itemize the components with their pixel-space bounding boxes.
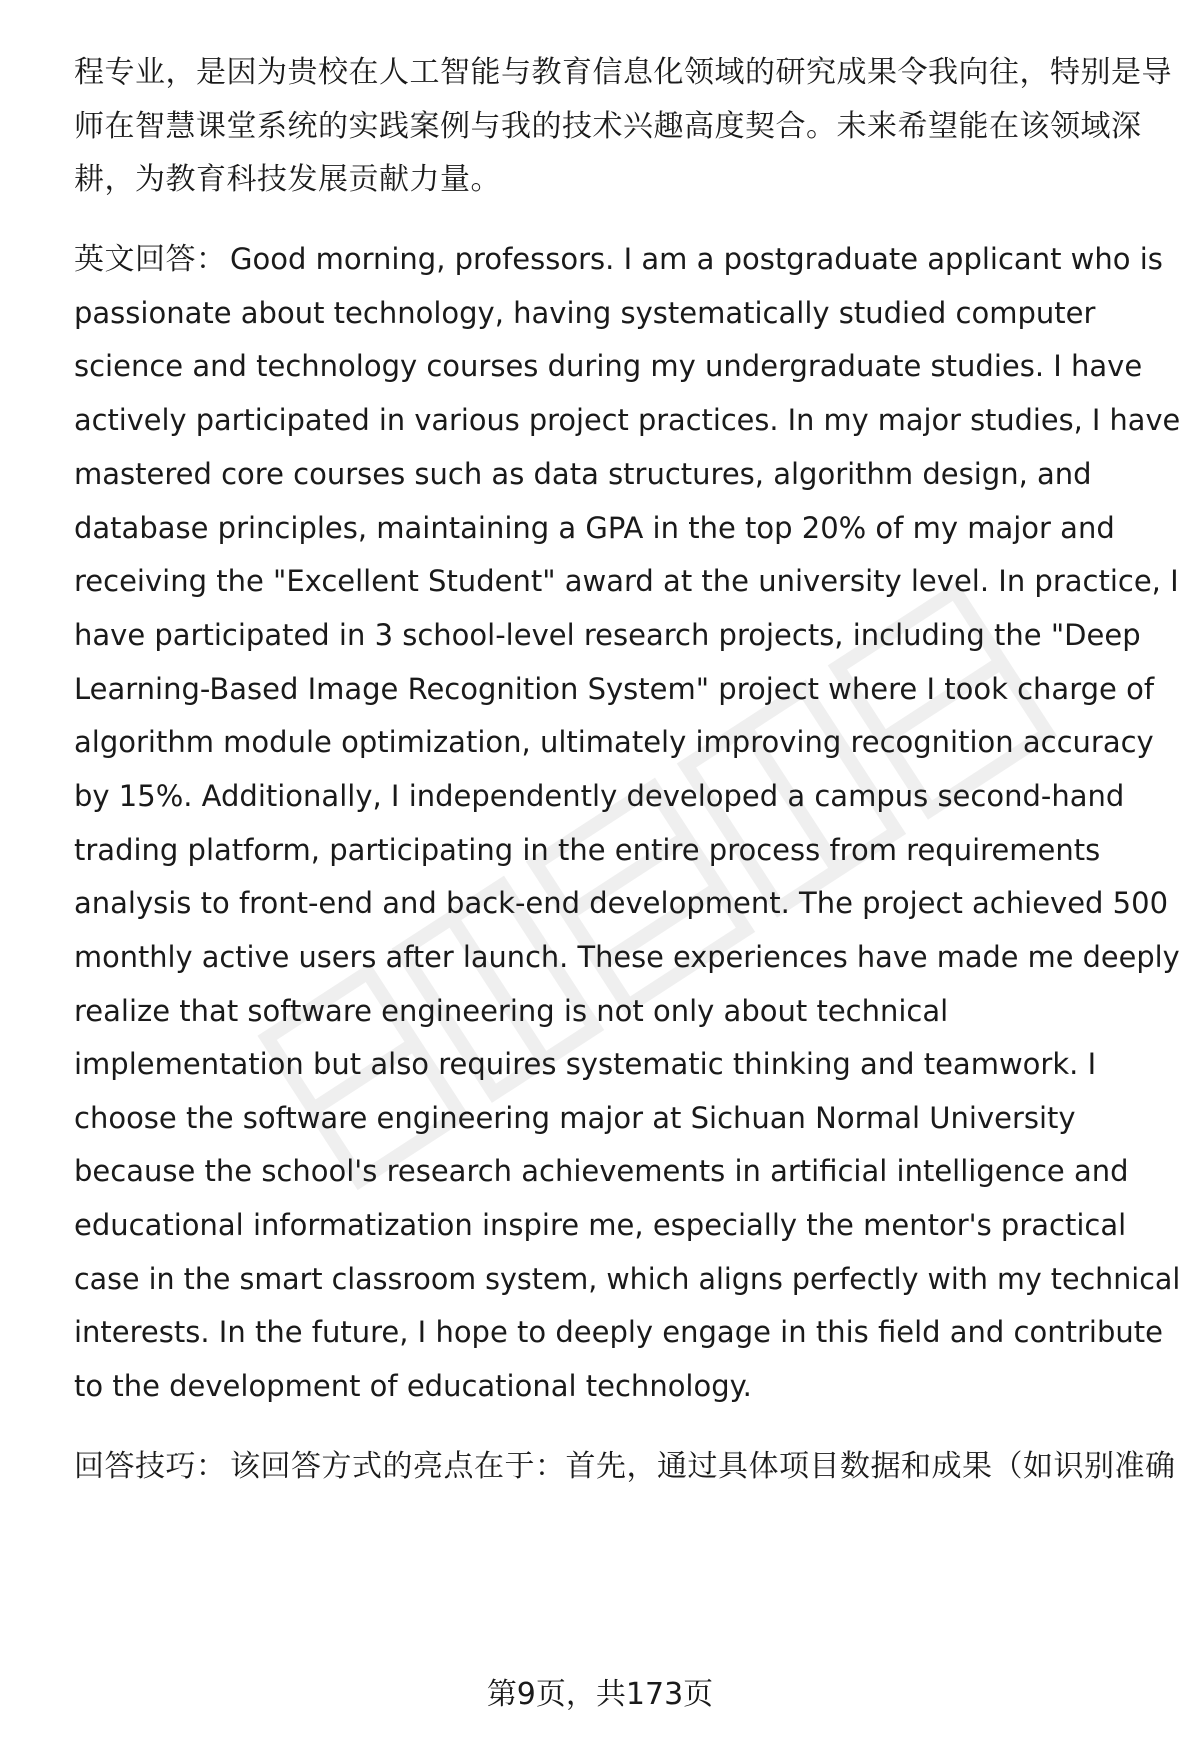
english-answer-line: to the development of educational technology.	[74, 1369, 752, 1403]
english-answer-line: mastered core courses such as data structures, algorithm design, and	[74, 457, 1092, 491]
english-answer-line: by 15%. Additionally, I independently developed a campus second-hand	[74, 779, 1125, 813]
answer-tips-line	[74, 1447, 1176, 1487]
english-answer-line: choose the software engineering major at Sichuan Normal University	[74, 1101, 1076, 1135]
english-answer-label: 英文回答：	[74, 242, 227, 277]
english-answer-line: algorithm module optimization, ultimately improving recognition accuracy	[74, 725, 1154, 759]
english-answer-line: science and technology courses during my undergraduate studies. I have	[74, 349, 1143, 383]
answer-tips-text: 该回答方式的亮点在于：首先，通过具体项目数据和成果（如识别准确	[230, 1449, 1176, 1484]
cn-intro-line: 程专业，是因为贵校在人工智能与教育信息化领域的研究成果令我向往，特别是导	[74, 55, 1172, 90]
cn-intro-line: 师在智慧课堂系统的实践案例与我的技术兴趣高度契合。未来希望能在该领域深	[74, 109, 1142, 144]
english-answer-line: monthly active users after launch. These experiences have made me deeply	[74, 940, 1180, 974]
page-number-footer: 第9页，共173页	[486, 1677, 714, 1712]
english-answer-line: have participated in 3 school-level research projects, including the "Deep	[74, 618, 1141, 652]
cn-intro-line: 耕，为教育科技发展贡献力量。	[74, 162, 501, 197]
english-answer-line: database principles, maintaining a GPA in the top 20% of my major and	[74, 511, 1115, 545]
answer-tips-label: 回答技巧：	[74, 1449, 227, 1484]
english-answer-line: trading platform, participating in the entire process from requirements	[74, 833, 1101, 867]
english-answer-line: implementation but also requires systematic thinking and teamwork. I	[74, 1047, 1097, 1081]
english-answer-line: actively participated in various project practices. In my major studies, I have	[74, 403, 1181, 437]
english-answer-line: analysis to front-end and back-end development. The project achieved 500	[74, 886, 1169, 920]
english-answer-line: receiving the "Excellent Student" award at the university level. In practice, I	[74, 564, 1179, 598]
english-answer-line: realize that software engineering is not only about technical	[74, 994, 949, 1028]
english-answer-line: case in the smart classroom system, which aligns perfectly with my technical	[74, 1262, 1181, 1296]
english-answer-line: Learning-Based Image Recognition System" project where I took charge of	[74, 672, 1155, 706]
english-answer-line: passionate about technology, having systematically studied computer	[74, 296, 1096, 330]
english-answer-first-line	[74, 239, 1163, 279]
english-answer-line: interests. In the future, I hope to deeply engage in this field and contribute	[74, 1315, 1163, 1349]
english-answer-line: Good morning, professors. I am a postgraduate applicant who is	[230, 242, 1163, 276]
english-answer-line: educational informatization inspire me, especially the mentor's practical	[74, 1208, 1127, 1242]
english-answer-line: because the school's research achievements in artificial intelligence and	[74, 1154, 1129, 1188]
